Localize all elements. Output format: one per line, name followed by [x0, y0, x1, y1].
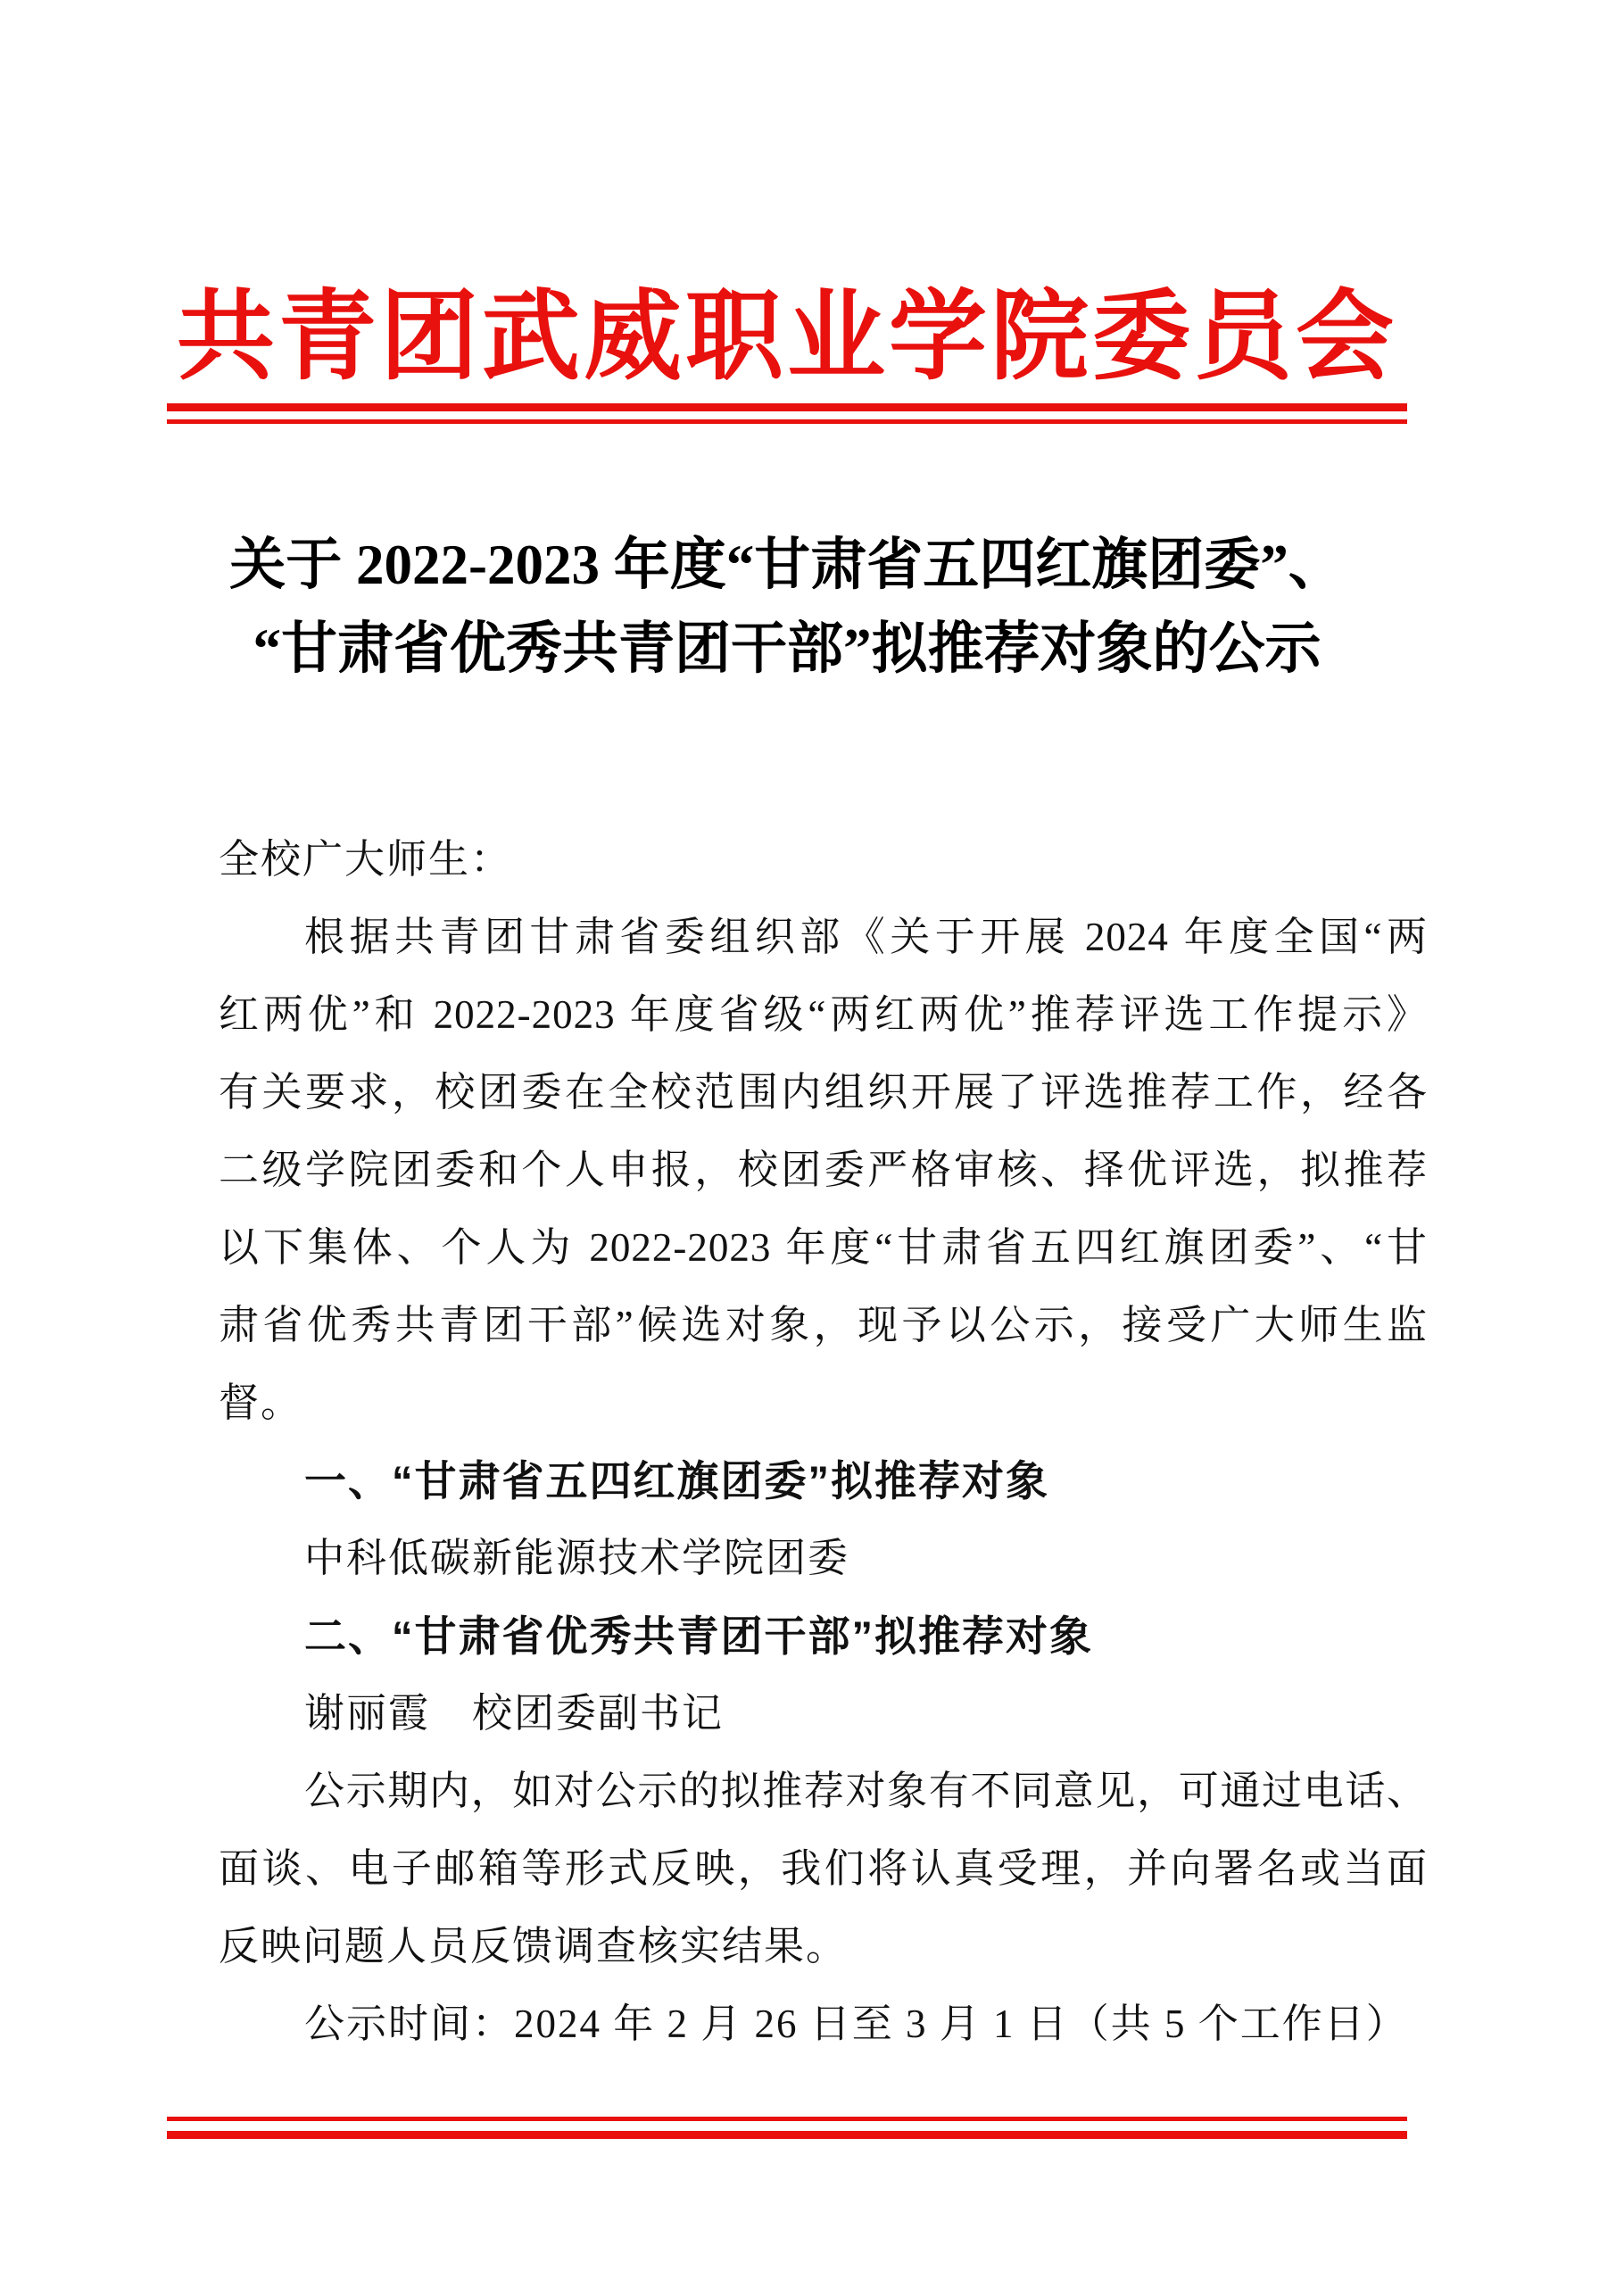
header-rule-thin	[167, 419, 1407, 424]
salutation-line: 全校广大师生：	[219, 837, 513, 882]
document-title	[167, 523, 1407, 691]
masthead-org-title: 共青团武威职业学院委员会	[177, 283, 1397, 392]
paragraph-1-line-3: 有关要求，校团委在全校范围内组织开展了评选推荐工作，经各	[219, 1070, 1428, 1115]
section-1-heading: 一、“甘肃省五四红旗团委”拟推荐对象	[304, 1457, 1049, 1504]
paragraph-1-line-6: 肃省优秀共青团干部”候选对象，现予以公示，接受广大师生监	[219, 1303, 1428, 1347]
paragraph-1-line-7: 督。	[219, 1380, 303, 1425]
paragraph-2-line-3: 反映问题人员反馈调查核实结果。	[219, 1924, 849, 1969]
paragraph-1-line-2: 红两优”和 2022-2023 年度省级“两红两优”推荐评选工作提示》	[219, 992, 1428, 1037]
header-rule-thick	[167, 403, 1407, 411]
paragraph-1-line-5: 以下集体、个人为 2022-2023 年度“甘肃省五四红旗团委”、“甘	[219, 1225, 1428, 1270]
paragraph-1-line-1: 根据共青团甘肃省委组织部《关于开展 2024 年度全国“两	[304, 915, 1428, 959]
section-2-item: 谢丽霞 校团委副书记	[304, 1691, 725, 1736]
section-1-item: 中科低碳新能源技术学院团委	[304, 1536, 850, 1580]
paragraph-2-line-1: 公示期内，如对公示的拟推荐对象有不同意见，可通过电话、	[304, 1769, 1428, 1813]
paragraph-1-line-4: 二级学院团委和个人申报，校团委严格审核、择优评选，拟推荐	[219, 1148, 1428, 1192]
section-2-heading: 二、“甘肃省优秀共青团干部”拟推荐对象	[304, 1612, 1093, 1660]
document-body	[219, 821, 1428, 2063]
publicity-period-line: 公示时间：2024 年 2 月 26 日至 3 月 1 日（共 5 个工作日）	[304, 2002, 1408, 2046]
footer-rule-thick	[167, 2131, 1407, 2139]
document-title-line-1: 关于 2022-2023 年度“甘肃省五四红旗团委”、	[229, 534, 1345, 596]
paragraph-2-line-2: 面谈、电子邮箱等形式反映，我们将认真受理，并向署名或当面	[219, 1846, 1428, 1891]
document-title-line-2: “甘肃省优秀共青团干部”拟推荐对象的公示	[253, 618, 1322, 680]
footer-rule-thin	[167, 2117, 1407, 2121]
